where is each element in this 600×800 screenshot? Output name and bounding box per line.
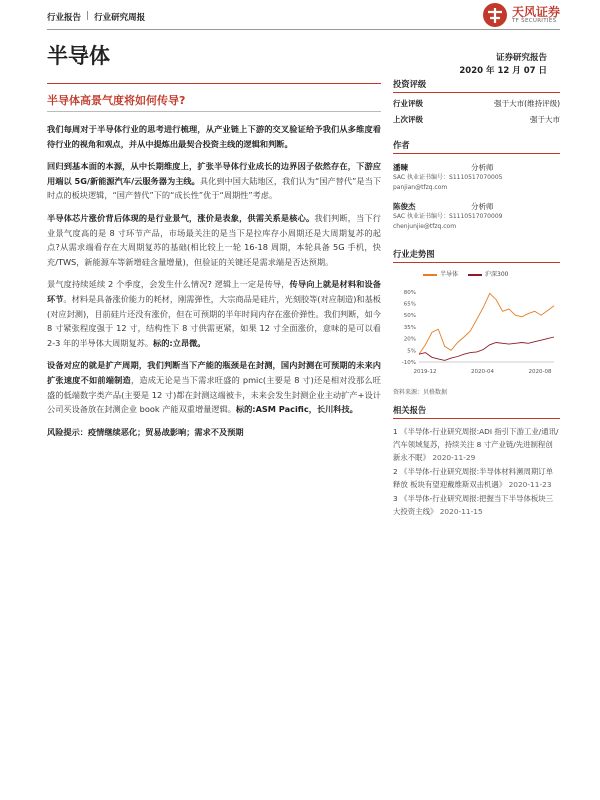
author-name: 陈俊杰: [393, 202, 416, 211]
y-tick-label: -10%: [401, 360, 416, 366]
author-email[interactable]: chenjunjie@tfzq.com: [393, 223, 457, 230]
author-role: 分析师: [471, 202, 494, 211]
tag-weekly-report: 行业研究周报: [94, 13, 146, 23]
chart-legend: [393, 269, 560, 278]
y-tick-label: 65%: [403, 301, 416, 308]
trend-chart-section: [393, 248, 560, 396]
rating-value: 强于大市(维持评级): [494, 99, 560, 108]
related-reports: [393, 425, 560, 518]
legend-item: 沪深300: [468, 269, 508, 278]
related-report-item[interactable]: 1 《半导体-行业研究周报:ADI 指引下游工业/通讯/汽车领域复苏，持续关注 8 寸产业链/先进制程创新永不眠》 2020-11-29: [393, 427, 559, 462]
y-tick-label: 80%: [403, 289, 416, 296]
x-tick-label: 2019-12: [413, 369, 437, 375]
tag-industry-report: 行业报告: [47, 13, 82, 23]
author-cert: SAC 执业证书编号：S1110517070009: [393, 213, 503, 220]
trend-chart: [393, 278, 560, 378]
series-line: [419, 293, 554, 354]
author-role: 分析师: [471, 163, 494, 172]
prev-rating-row: 上次评级 强于大市: [393, 115, 560, 124]
x-tick-label: 2020-04: [471, 369, 494, 375]
paragraph-equipment: 设备对应的就是扩产周期，我们判断当下产能的瓶颈是在封测，国内封测在可预期的未来内扩张速度不如前端制造，造成无论是当下需求旺盛的 pmic(主要是 8 寸)还是相对没那么旺盛的低端数字类产品(主要是 12 寸)都在封测这端被卡，未来会发生封测企业主动扩产+设计公司买设备放在封测企业 book 产能双重增量逻辑。标的:ASM Pacific，长川科技。: [47, 360, 381, 415]
rating-section-title: 投资评级: [393, 78, 560, 93]
paragraph-materials: 景气度持续延续 2 个季度，会发生什么情况? 逻辑上一定是传导，传导向上就是材料和设备环节。材料是具备涨价能力的耗材，刚需弹性，大宗商品是硅片，光刻胶等(对应制造)和基板(对应封测)，目前硅片还没有涨价，但在可预期的半年时间内存在涨价弹性。我们判断，如今 8 寸紧张程度强于 12 寸，结构性下 8 寸供需更紧，如果 12 寸全面涨价，意味的是可以看 2-3 年的半导体大周期复苏。标的:立昂微。: [47, 279, 381, 348]
author-card: [393, 162, 560, 193]
author-name: 潘暕: [393, 163, 408, 172]
paragraph-fundamentals: 回归到基本面的本源，从中长期维度上，扩张半导体行业成长的边界因子依然存在，下游应用端以 5G/新能源汽车/云服务器为主线。具化到中国大陆地区，我们认为“国产替代”是当下时点的板块逻辑，“国产替代”下的“成长性”优于“周期性”考虑。: [47, 161, 382, 201]
author-cert: SAC 执业证书编号：S1110517070005: [393, 174, 503, 181]
x-tick-label: 2020-08: [528, 369, 552, 375]
sidebar: [393, 78, 560, 518]
subtitle-divider: [47, 111, 381, 112]
paragraph-risk: 风险提示：疫情继续恶化；贸易战影响；需求不及预期: [47, 426, 244, 437]
related-section-title: 相关报告: [393, 404, 560, 419]
logo-name: 天风证券: [511, 4, 560, 19]
related-report-item[interactable]: 2 《半导体-行业研究周报:半导体材料濒周期订单释放 板块有望迎戴维斯双击机遇》 2020-11-23: [393, 467, 554, 489]
y-tick-label: 35%: [403, 324, 416, 331]
y-tick-label: 20%: [403, 336, 416, 343]
chart-section-title: 行业走势图: [393, 248, 560, 263]
legend-item: 半导体: [423, 269, 458, 278]
paragraph-intro: 我们每周对于半导体行业的思考进行梳理，从产业链上下游的交叉验证给予我们从多维度看待行业的视角和观点，并从中提炼出最契合投资主线的逻辑和判断。: [47, 124, 381, 149]
paragraph-price-hike: 半导体芯片涨价背后体现的是行业景气，涨价是表象，供需关系是核心。我们判断，当下行业景气度高的是 8 寸环节产品，市场最关注的是当下是拉库存小周期还是大周期复苏的起点?从需求端看存在大周期复苏的基础(相比较上一轮 16-18 周期，本轮具备 5G 手机，快充/TWS，新能源车等新增硅含量增量)，但验证的关键还是需求端是否达预期。: [47, 212, 381, 267]
prev-rating-value: 强于大市: [530, 115, 560, 124]
y-tick-label: 5%: [407, 348, 416, 355]
author-card: [393, 201, 560, 232]
rating-row: 行业评级 强于大市(维持评级): [393, 99, 560, 108]
y-tick-label: 50%: [403, 313, 416, 320]
page-title: 半导体: [47, 44, 110, 68]
report-subtitle: 半导体高景气度将如何传导?: [47, 83, 381, 111]
series-line: [419, 337, 554, 360]
tag-separator: |: [86, 11, 90, 21]
report-date: 2020 年 12 月 07 日: [459, 66, 547, 76]
header-divider: [47, 29, 560, 30]
logo-icon: [482, 2, 508, 28]
chart-source: 资料来源：贝格数据: [393, 389, 448, 396]
logo-name-en: TF SECURITIES: [511, 17, 557, 24]
author-section-title: 作者: [393, 139, 560, 154]
related-report-item[interactable]: 3 《半导体-行业研究周报:把握当下半导体板块三大投资主线》 2020-11-15: [393, 494, 554, 516]
report-type: 证券研究报告: [495, 53, 547, 63]
main-content: [47, 83, 381, 439]
header-tags: [47, 11, 145, 23]
brand-logo: [482, 2, 560, 28]
author-email[interactable]: panjian@tfzq.com: [393, 184, 448, 191]
